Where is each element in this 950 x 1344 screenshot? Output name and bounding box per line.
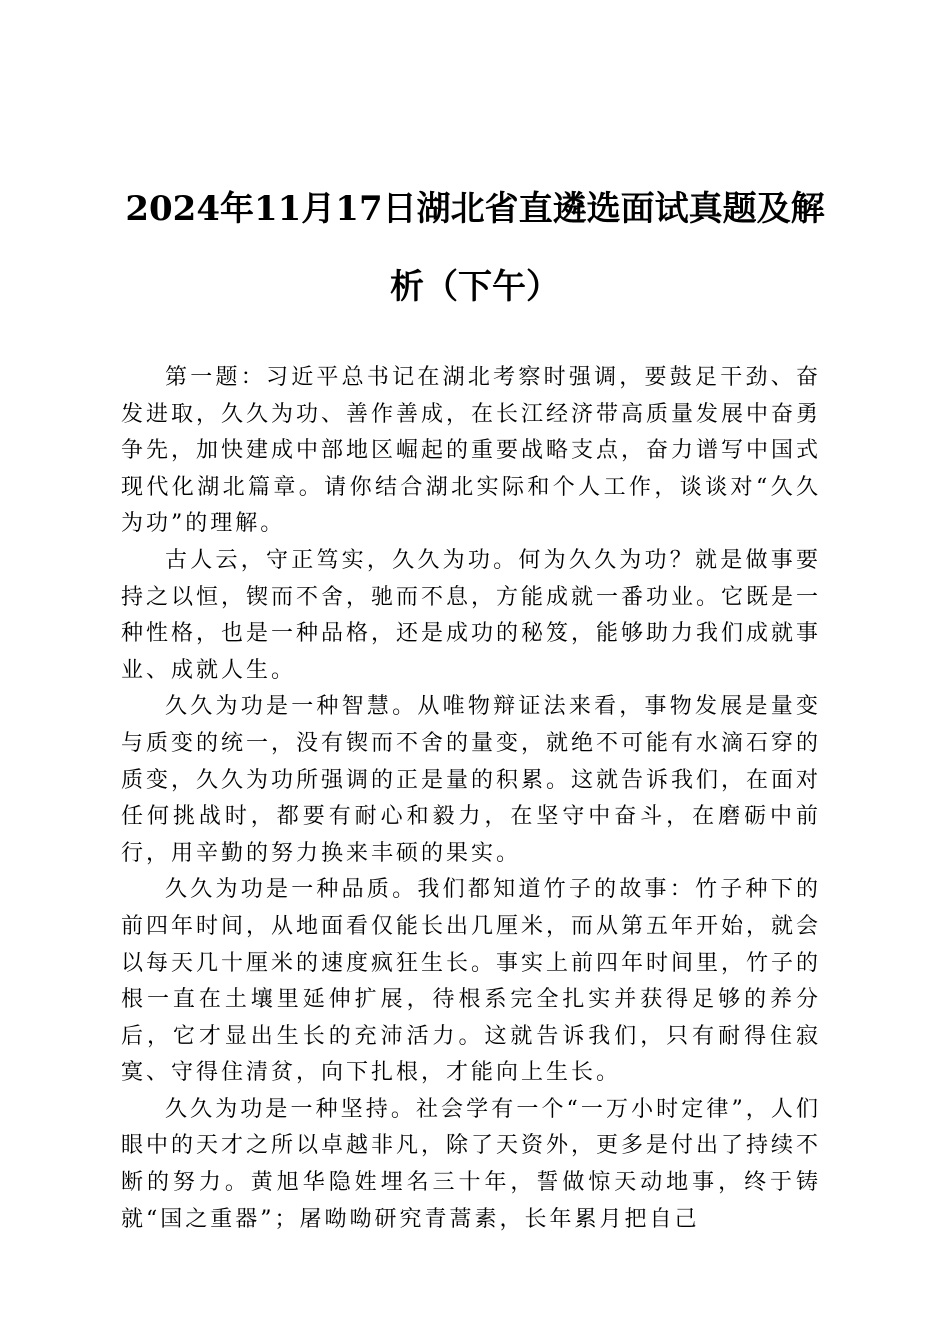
document-title: 2024年11月17日湖北省直遴选面试真题及解析（下午） <box>125 189 825 307</box>
document-body <box>121 360 821 1238</box>
paragraph-question-1: 第一题：习近平总书记在湖北考察时强调，要鼓足干劲、奋发进取，久久为功、善作善成，在长江经济带高质量发展中奋勇争先，加快建成中部地区崛起的重要战略支点，奋力谱写中国式现代化湖北篇章。请你结合湖北实际和个人工作，谈谈对“久久为功”的理解。 <box>121 365 822 537</box>
paragraph-intro: 古人云，守正笃实，久久为功。何为久久为功？就是做事要持之以恒，锲而不舍，驰而不息，方能成就一番功业。它既是一种性格，也是一种品格，还是成功的秘笈，能够助力我们成就事业、成就人生。 <box>121 547 822 683</box>
paragraph-persistence: 久久为功是一种坚持。社会学有一个“一万小时定律”，人们眼中的天才之所以卓越非凡，除了天资外，更多是付出了持续不断的努力。黄旭华隐姓埋名三十年，誓做惊天动地事，终于铸就“国之重器”；屠呦呦研究青蒿素，长年累月把自己 <box>121 1096 822 1232</box>
paragraph-quality: 久久为功是一种品质。我们都知道竹子的故事：竹子种下的前四年时间，从地面看仅能长出几厘米，而从第五年开始，就会以每天几十厘米的速度疯狂生长。事实上前四年时间里，竹子的根一直在土壤里延伸扩展，待根系完全扎实并获得足够的养分后，它才显出生长的充沛活力。这就告诉我们，只有耐得住寂寞、守得住清贫，向下扎根，才能向上生长。 <box>121 877 822 1086</box>
paragraph-wisdom: 久久为功是一种智慧。从唯物辩证法来看，事物发展是量变与质变的统一，没有锲而不舍的量变，就绝不可能有水滴石穿的质变，久久为功所强调的正是量的积累。这就告诉我们，在面对任何挑战时，都要有耐心和毅力，在坚守中奋斗，在磨砺中前行，用辛勤的努力换来丰硕的果实。 <box>121 694 822 866</box>
